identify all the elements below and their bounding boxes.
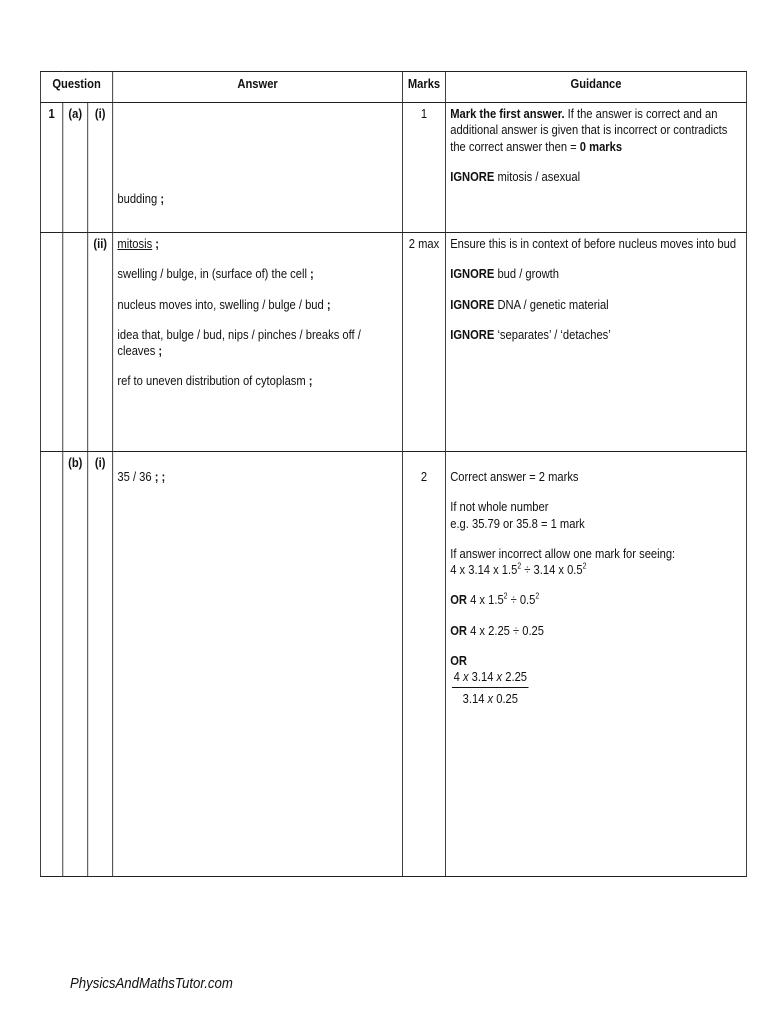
answer-text: ref to uneven distribution of cytoplasm — [117, 373, 306, 389]
marks-header: Marks — [402, 72, 445, 103]
answer-text: swelling / bulge, in (surface of) the cell — [117, 266, 307, 282]
question-number — [40, 452, 62, 877]
fraction-formula — [452, 669, 529, 708]
answer-text: budding — [117, 191, 158, 206]
question-part: (a) — [63, 103, 88, 233]
answer-header: Answer — [113, 72, 403, 103]
guidance-cell — [445, 233, 746, 452]
formula-part: ÷ 3.14 x 0.5 — [521, 562, 583, 577]
marks-cell: 1 — [402, 103, 445, 233]
table-row — [40, 452, 746, 877]
answer-text: mitosis — [117, 236, 153, 251]
question-number — [40, 233, 62, 452]
table-header-row — [40, 72, 746, 103]
ignore-label: IGNORE — [450, 296, 495, 312]
answer-mark-symbol: ; ; — [154, 469, 166, 484]
guidance-text: Ensure this is in context of before nucleus moves into bud — [450, 236, 737, 251]
formula-part: 3.14 — [462, 691, 488, 707]
formula-part: 0.25 — [493, 691, 518, 707]
table-row — [40, 233, 746, 452]
ignore-label: IGNORE — [450, 326, 495, 342]
guidance-cell — [445, 103, 746, 233]
answer-mark-symbol: ; — [323, 296, 331, 312]
guidance-text: e.g. 35.79 or 35.8 = 1 mark — [450, 515, 585, 531]
marks-value: 2 — [420, 469, 428, 484]
exponent: 2 — [535, 591, 540, 601]
answer-cell — [113, 103, 403, 233]
question-header: Question — [40, 72, 112, 103]
exponent: 2 — [517, 561, 522, 571]
marks-cell: 2 max — [402, 233, 445, 452]
fraction-denominator — [452, 688, 529, 707]
guidance-text: Correct answer = 2 marks — [450, 469, 579, 484]
question-subpart: (i) — [88, 452, 113, 877]
answer-cell — [113, 233, 403, 452]
times-symbol: x — [487, 691, 494, 707]
answer-text: 35 / 36 — [117, 469, 155, 484]
mark-scheme-table — [40, 71, 747, 877]
answer-mark-symbol: ; — [306, 266, 314, 282]
guidance-text: If answer incorrect allow one mark for seeing: — [450, 545, 676, 561]
question-subpart: (i) — [88, 103, 113, 233]
guidance-zero-marks: 0 marks — [579, 138, 623, 154]
formula-part: 4 x 3.14 x 1.5 — [450, 562, 518, 577]
guidance-formula-1 — [450, 562, 742, 578]
or-label: OR — [450, 652, 467, 668]
formula-part: 4 x 2.25 ÷ 0.25 — [466, 622, 544, 638]
formula-part: 4 x 1.5 — [466, 592, 504, 608]
fraction-numerator — [452, 669, 529, 688]
or-label: OR — [450, 592, 467, 608]
question-subpart: (ii) — [88, 233, 113, 452]
ignore-label: IGNORE — [450, 266, 495, 282]
answer-text: idea that, bulge / bud, nips / pinches / breaks off / cleaves — [117, 326, 361, 358]
guidance-header: Guidance — [445, 72, 746, 103]
answer-mark-symbol: ; — [155, 343, 163, 358]
answer-mark-symbol: ; — [152, 236, 160, 251]
guidance-text: If the answer is correct and an additional answer is given that is incorrect or contradicts the correct answer then = — [450, 106, 728, 154]
formula-part: ÷ 0.5 — [507, 592, 536, 608]
answer-text: nucleus moves into, swelling / bulge / bud — [117, 296, 324, 312]
marks-cell — [402, 452, 445, 877]
formula-part: 4 — [453, 669, 463, 684]
question-number: 1 — [40, 103, 62, 233]
ignore-text: DNA / genetic material — [494, 296, 609, 312]
ignore-label: IGNORE — [450, 168, 495, 184]
exponent: 2 — [503, 591, 508, 601]
answer-mark-symbol: ; — [160, 191, 165, 206]
guidance-bold: Mark the first answer. — [450, 106, 565, 121]
guidance-formula-3 — [450, 623, 742, 639]
question-part: (b) — [63, 452, 88, 877]
formula-part: 3.14 — [468, 669, 497, 684]
formula-part: 2.25 — [502, 669, 528, 684]
times-symbol: x — [462, 669, 469, 684]
question-part — [63, 233, 88, 452]
times-symbol: x — [496, 669, 503, 684]
exponent: 2 — [582, 561, 587, 571]
guidance-formula-2 — [450, 592, 742, 608]
guidance-cell — [445, 452, 746, 877]
ignore-text: bud / growth — [494, 266, 559, 282]
answer-cell — [113, 452, 403, 877]
guidance-text: If not whole number — [450, 499, 549, 515]
or-label: OR — [450, 622, 467, 638]
ignore-text: ‘separates’ / ‘detaches’ — [494, 326, 611, 342]
footer-source: PhysicsAndMathsTutor.com — [70, 975, 233, 992]
answer-mark-symbol: ; — [305, 373, 313, 389]
ignore-text: mitosis / asexual — [494, 168, 581, 184]
table-row — [40, 103, 746, 233]
